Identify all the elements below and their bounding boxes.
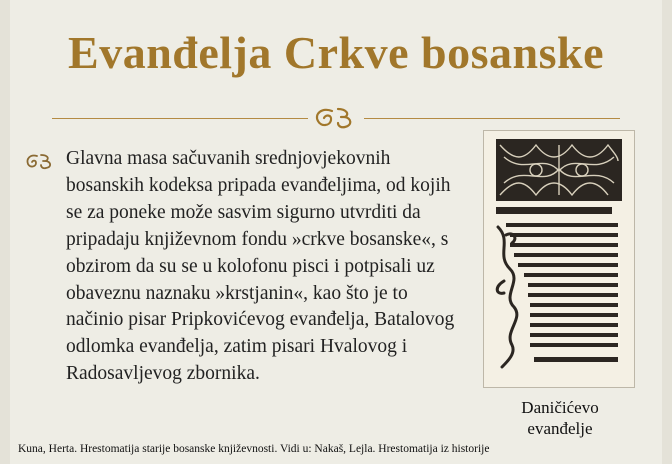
ornamental-scroll-icon xyxy=(310,104,362,132)
divider-line-left xyxy=(52,118,308,119)
bullet-text: Glavna masa sačuvanih srednjovjekovnih bosanskih kodeksa pripada evanđeljima, od kojih se za poneke može sasvim sigurno utvrditi da pripadaju književnom fondu »crkve bosanske«, s obzirom da su se u kolofonu pisci i potpisali uz obaveznu naznaku »krstjanin«, kao što je to načinio pisar Pripkovićevog evanđelja, Batalovog odlomka evanđelja, zatim pisari Hvalovog i Radosavljevog zbornika. xyxy=(66,148,455,385)
divider-line-right xyxy=(364,118,620,119)
scroll-bullet-icon xyxy=(25,152,53,172)
footer-citation: Kuna, Herta. Hrestomatija starije bosanske književnosti. Vidi u: Nakaš, Lejla. Hrestomatija iz historije xyxy=(18,443,490,455)
image-caption xyxy=(490,397,630,439)
image-caption-line2: evanđelje xyxy=(527,419,593,438)
image-caption-line1: Daničićevo xyxy=(521,398,599,417)
manuscript-image xyxy=(483,130,635,388)
slide-title: Evanđelja Crkve bosanske xyxy=(68,27,604,78)
